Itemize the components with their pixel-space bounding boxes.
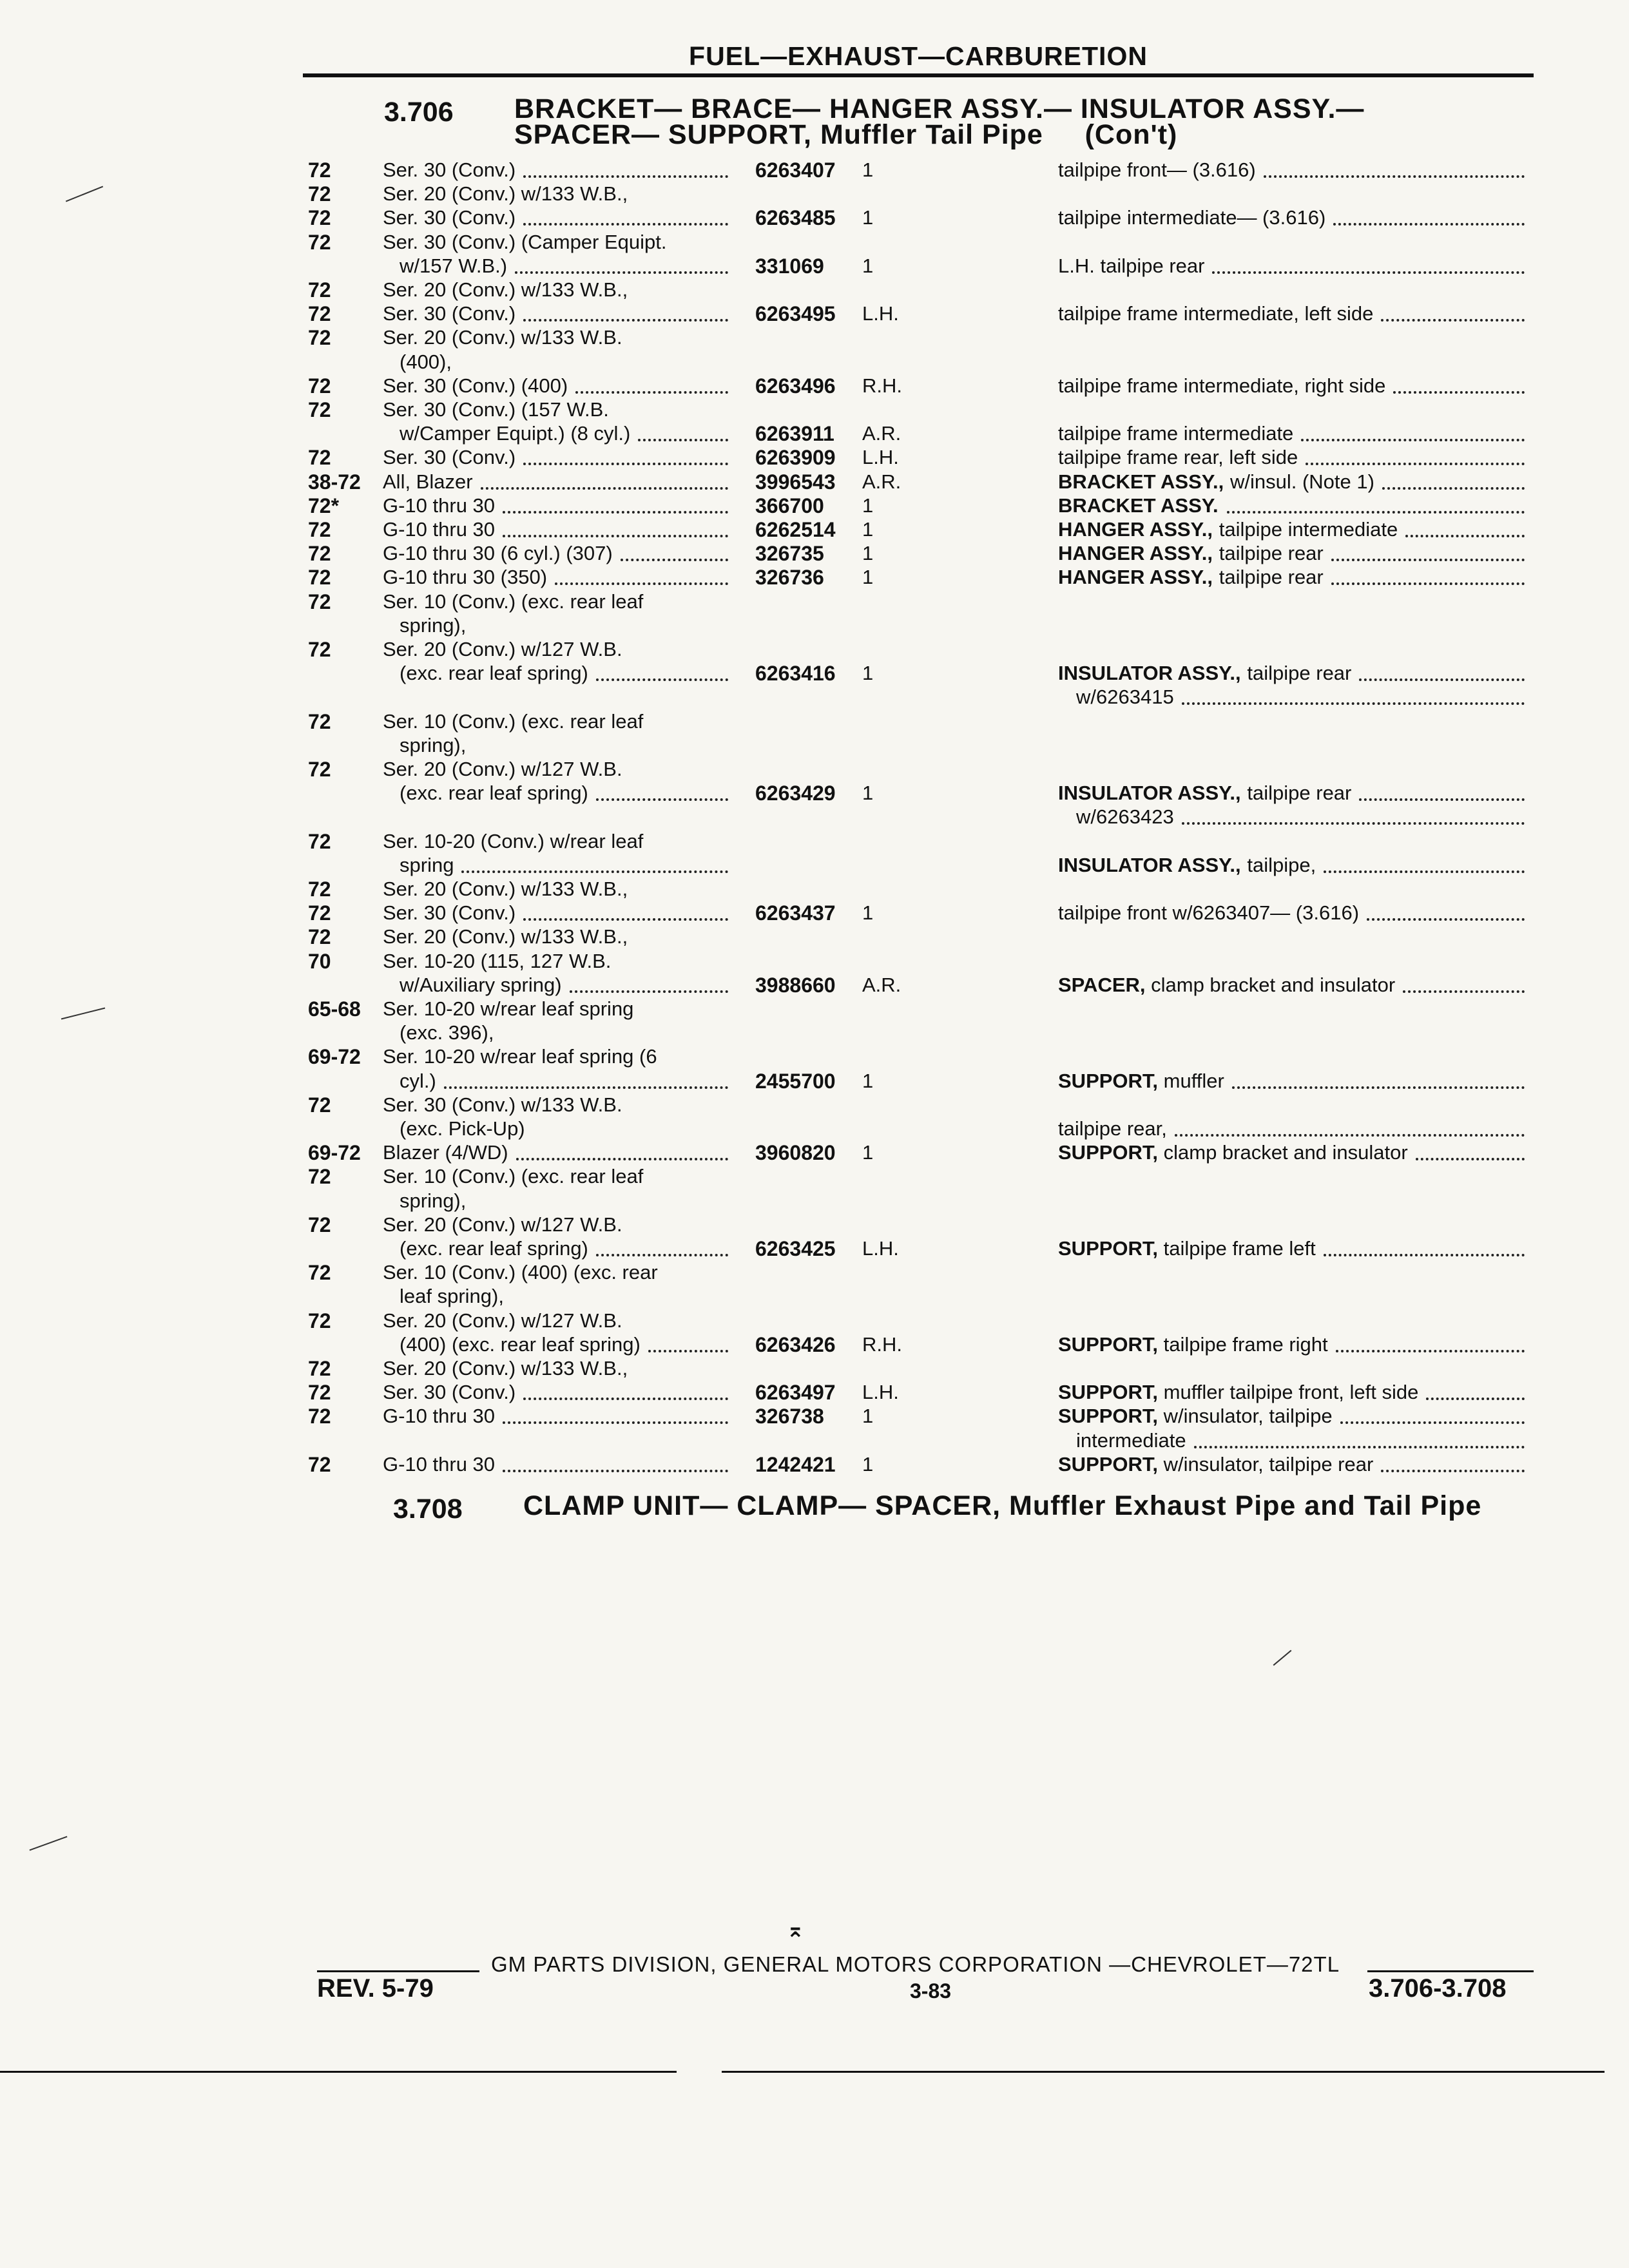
item-description: tailpipe frame rear, left side xyxy=(1058,446,1298,468)
item-description: w/insul. (Note 1) xyxy=(1224,470,1374,493)
dot-leader xyxy=(1227,511,1525,514)
item-name: HANGER ASSY., xyxy=(1058,518,1213,541)
application-text: Ser. 20 (Conv.) w/133 W.B. xyxy=(383,326,622,349)
application-text: Ser. 30 (Conv.) xyxy=(383,159,516,181)
part-number: 3960820 xyxy=(755,1141,836,1164)
item-name: SUPPORT, xyxy=(1058,1381,1159,1403)
model-year: 72 xyxy=(308,159,331,182)
dot-leader xyxy=(461,870,728,873)
item-description: w/insulator, tailpipe xyxy=(1158,1405,1333,1427)
dot-leader xyxy=(1264,175,1525,178)
application-text: (exc. 396), xyxy=(400,1021,494,1044)
dot-leader xyxy=(1175,1134,1525,1137)
dot-leader xyxy=(1416,1158,1525,1160)
application-text: G-10 thru 30 (6 cyl.) (307) xyxy=(383,542,613,564)
application-text: Ser. 10-20 w/rear leaf spring (6 xyxy=(383,1045,657,1068)
footer-rule-left xyxy=(317,1970,479,1972)
model-year: 72 xyxy=(308,1357,331,1380)
part-number: 3996543 xyxy=(755,470,836,494)
application-text: Blazer (4/WD) xyxy=(383,1141,508,1164)
part-number: 1242421 xyxy=(755,1453,836,1476)
item-description: tailpipe rear xyxy=(1241,782,1352,804)
item-name: SPACER, xyxy=(1058,974,1146,996)
item-description: tailpipe rear, xyxy=(1058,1117,1167,1140)
bottom-scan-rule-right xyxy=(722,2071,1605,2073)
item-name: BRACKET ASSY. xyxy=(1058,494,1219,517)
item-description: tailpipe front— (3.616) xyxy=(1058,159,1256,181)
application-text: (exc. rear leaf spring) xyxy=(400,1237,588,1260)
dot-leader xyxy=(481,487,728,490)
model-year: 72 xyxy=(308,758,331,781)
application-text: spring xyxy=(400,854,454,876)
model-year: 72 xyxy=(308,1405,331,1428)
model-year: 72 xyxy=(308,231,331,254)
application-text: (exc. rear leaf spring) xyxy=(400,662,588,684)
dot-leader xyxy=(570,990,728,993)
part-number: 6263485 xyxy=(755,206,836,229)
dot-leader xyxy=(1359,798,1525,801)
quantity: 1 xyxy=(862,1405,874,1427)
model-year: 72 xyxy=(308,638,331,661)
quantity: A.R. xyxy=(862,470,901,493)
dot-leader xyxy=(596,798,728,801)
dot-leader xyxy=(1333,223,1525,226)
model-year: 72 xyxy=(308,901,331,925)
item-description: tailpipe rear xyxy=(1213,542,1324,564)
part-number: 6263425 xyxy=(755,1237,836,1260)
scan-mark xyxy=(30,1836,68,1850)
item-name: SUPPORT, xyxy=(1058,1453,1159,1475)
model-year: 72 xyxy=(308,1453,331,1476)
model-year: 72 xyxy=(308,446,331,469)
model-year: 72 xyxy=(308,278,331,302)
dot-leader xyxy=(1324,1254,1525,1256)
part-number: 6263416 xyxy=(755,662,836,685)
quantity: L.H. xyxy=(862,446,899,468)
dot-leader xyxy=(1331,559,1525,561)
dot-leader xyxy=(596,678,728,681)
dot-leader xyxy=(1367,918,1525,921)
quantity: 1 xyxy=(862,901,874,924)
application-text: w/Camper Equipt.) (8 cyl.) xyxy=(400,422,631,445)
bottom-scan-rule-left xyxy=(0,2071,677,2073)
dot-leader xyxy=(1182,702,1525,705)
model-year: 72 xyxy=(308,374,331,398)
model-year: 69-72 xyxy=(308,1141,361,1164)
page-header-title: FUEL—EXHAUST—CARBURETION xyxy=(689,41,1148,71)
quantity: 1 xyxy=(862,542,874,564)
item-description: tailpipe rear xyxy=(1213,566,1324,588)
scan-mark xyxy=(1273,1650,1292,1666)
model-year: 72 xyxy=(308,710,331,733)
item-description: tailpipe front w/6263407— (3.616) xyxy=(1058,901,1360,924)
part-number: 6263495 xyxy=(755,302,836,325)
application-text: Ser. 20 (Conv.) w/133 W.B., xyxy=(383,182,628,205)
item-description: w/insulator, tailpipe rear xyxy=(1158,1453,1374,1475)
item-name: SUPPORT, xyxy=(1058,1141,1159,1164)
quantity: 1 xyxy=(862,566,874,588)
quantity: R.H. xyxy=(862,374,902,397)
dot-leader xyxy=(523,463,728,465)
quantity: L.H. xyxy=(862,1381,899,1403)
model-year: 72 xyxy=(308,398,331,421)
application-text: Ser. 20 (Conv.) w/133 W.B., xyxy=(383,1357,628,1379)
item-description: clamp bracket and insulator xyxy=(1145,974,1396,996)
dot-leader xyxy=(1194,1446,1525,1448)
scan-glyph-mark: ⌅ xyxy=(786,1917,805,1942)
model-year: 72* xyxy=(308,494,340,517)
model-year: 72 xyxy=(308,566,331,589)
application-text: (400) (exc. rear leaf spring) xyxy=(400,1333,641,1356)
application-text: Ser. 30 (Conv.) xyxy=(383,901,516,924)
item-name: INSULATOR ASSY., xyxy=(1058,662,1241,684)
application-text: Ser. 20 (Conv.) w/127 W.B. xyxy=(383,638,622,660)
dot-leader xyxy=(523,223,728,226)
item-description: intermediate xyxy=(1076,1429,1186,1452)
application-text: leaf spring), xyxy=(400,1285,504,1307)
dot-leader xyxy=(621,559,728,561)
application-text: Ser. 20 (Conv.) w/127 W.B. xyxy=(383,758,622,780)
dot-leader xyxy=(1212,271,1525,274)
footer-page-number: 3-83 xyxy=(910,1979,952,2003)
application-text: Ser. 10 (Conv.) (exc. rear leaf xyxy=(383,1165,644,1187)
part-number: 3988660 xyxy=(755,974,836,997)
application-text: spring), xyxy=(400,734,467,756)
item-description: clamp bracket and insulator xyxy=(1158,1141,1408,1164)
application-text: Ser. 10-20 w/rear leaf spring xyxy=(383,997,634,1020)
item-description: w/6263423 xyxy=(1076,805,1174,828)
dot-leader xyxy=(1426,1398,1525,1400)
item-name: SUPPORT, xyxy=(1058,1333,1159,1356)
model-year: 72 xyxy=(308,1381,331,1404)
application-text: Ser. 20 (Conv.) w/133 W.B., xyxy=(383,278,628,301)
part-number: 6263496 xyxy=(755,374,836,398)
part-number: 6263426 xyxy=(755,1333,836,1356)
application-text: G-10 thru 30 xyxy=(383,1405,496,1427)
item-name: SUPPORT, xyxy=(1058,1405,1159,1427)
quantity: A.R. xyxy=(862,422,901,445)
footer-revision: REV. 5-79 xyxy=(317,1974,434,2003)
dot-leader xyxy=(1336,1350,1525,1352)
application-text: All, Blazer xyxy=(383,470,473,493)
application-text: Ser. 10-20 (115, 127 W.B. xyxy=(383,950,612,972)
dot-leader xyxy=(1405,535,1525,537)
dot-leader xyxy=(1393,391,1525,394)
dot-leader xyxy=(1403,990,1525,993)
application-text: (400), xyxy=(400,351,452,373)
dot-leader xyxy=(555,582,728,585)
item-name: HANGER ASSY., xyxy=(1058,566,1213,588)
model-year: 72 xyxy=(308,590,331,613)
dot-leader xyxy=(503,1421,728,1424)
part-number: 326738 xyxy=(755,1405,824,1428)
quantity: L.H. xyxy=(862,1237,899,1260)
quantity: 1 xyxy=(862,782,874,804)
quantity: 1 xyxy=(862,206,874,229)
section-number-708: 3.708 xyxy=(393,1494,463,1524)
application-text: G-10 thru 30 (350) xyxy=(383,566,548,588)
application-text: Ser. 30 (Conv.) xyxy=(383,1381,516,1403)
model-year: 72 xyxy=(308,206,331,229)
dot-leader xyxy=(523,175,728,178)
quantity: 1 xyxy=(862,1453,874,1475)
application-text: spring), xyxy=(400,614,467,637)
quantity: 1 xyxy=(862,518,874,541)
dot-leader xyxy=(648,1350,728,1352)
item-description: tailpipe frame right xyxy=(1158,1333,1328,1356)
section-number-706: 3.706 xyxy=(384,97,454,128)
application-text: Ser. 10-20 (Conv.) w/rear leaf xyxy=(383,830,644,852)
dot-leader xyxy=(1359,678,1525,681)
section-title-706-line1: BRACKET— BRACE— HANGER ASSY.— INSULATOR ASSY.— xyxy=(514,93,1365,124)
dot-leader xyxy=(503,1470,728,1472)
application-text: Ser. 20 (Conv.) w/133 W.B., xyxy=(383,878,628,900)
model-year: 72 xyxy=(308,1261,331,1284)
model-year: 72 xyxy=(308,518,331,541)
dot-leader xyxy=(638,439,728,441)
part-number: 2455700 xyxy=(755,1070,836,1093)
dot-leader xyxy=(596,1254,728,1256)
application-text: (exc. Pick-Up) xyxy=(400,1117,525,1140)
item-description: L.H. tailpipe rear xyxy=(1058,255,1205,277)
section-title-708: CLAMP UNIT— CLAMP— SPACER, Muffler Exhaust Pipe and Tail Pipe xyxy=(523,1490,1482,1521)
application-text: Ser. 10 (Conv.) (400) (exc. rear xyxy=(383,1261,658,1283)
dot-leader xyxy=(1301,439,1525,441)
application-text: Ser. 30 (Conv.) (157 W.B. xyxy=(383,398,609,421)
model-year: 72 xyxy=(308,326,331,349)
dot-leader xyxy=(523,319,728,322)
model-year: 72 xyxy=(308,182,331,206)
item-description: tailpipe intermediate xyxy=(1213,518,1398,541)
part-number: 6263497 xyxy=(755,1381,836,1404)
quantity: 1 xyxy=(862,1070,874,1092)
application-text: G-10 thru 30 xyxy=(383,518,496,541)
part-number: 6262514 xyxy=(755,518,836,541)
part-number: 326736 xyxy=(755,566,824,589)
footer-rule-right xyxy=(1367,1970,1534,1972)
model-year: 72 xyxy=(308,878,331,901)
application-text: (exc. rear leaf spring) xyxy=(400,782,588,804)
dot-leader xyxy=(1381,319,1525,322)
application-text: G-10 thru 30 xyxy=(383,494,496,517)
application-text: Ser. 20 (Conv.) w/127 W.B. xyxy=(383,1309,622,1332)
application-text: w/157 W.B.) xyxy=(400,255,508,277)
dot-leader xyxy=(1182,822,1525,825)
item-description: muffler xyxy=(1158,1070,1224,1092)
item-description: tailpipe frame intermediate xyxy=(1058,422,1294,445)
application-text: Ser. 10 (Conv.) (exc. rear leaf xyxy=(383,710,644,733)
item-name: HANGER ASSY., xyxy=(1058,542,1213,564)
application-text: Ser. 30 (Conv.) (Camper Equipt. xyxy=(383,231,667,253)
model-year: 38-72 xyxy=(308,470,361,494)
item-description: tailpipe intermediate— (3.616) xyxy=(1058,206,1326,229)
part-number: 6263429 xyxy=(755,782,836,805)
model-year: 72 xyxy=(308,1213,331,1236)
dot-leader xyxy=(516,1158,728,1160)
dot-leader xyxy=(503,511,728,514)
model-year: 72 xyxy=(308,542,331,565)
item-name: BRACKET ASSY., xyxy=(1058,470,1224,493)
quantity: R.H. xyxy=(862,1333,902,1356)
model-year: 72 xyxy=(308,1165,331,1188)
application-text: Ser. 30 (Conv.) (400) xyxy=(383,374,568,397)
quantity: 1 xyxy=(862,494,874,517)
dot-leader xyxy=(1324,870,1525,873)
application-text: Ser. 30 (Conv.) xyxy=(383,302,516,325)
item-description: tailpipe rear xyxy=(1241,662,1352,684)
application-text: cyl.) xyxy=(400,1070,436,1092)
dot-leader xyxy=(1306,463,1525,465)
quantity: 1 xyxy=(862,159,874,181)
quantity: 1 xyxy=(862,1141,874,1164)
application-text: spring), xyxy=(400,1189,467,1212)
item-description: muffler tailpipe front, left side xyxy=(1158,1381,1419,1403)
model-year: 72 xyxy=(308,925,331,948)
item-description: tailpipe, xyxy=(1241,854,1316,876)
dot-leader xyxy=(515,271,728,274)
model-year: 72 xyxy=(308,830,331,853)
quantity: 1 xyxy=(862,662,874,684)
part-number: 326735 xyxy=(755,542,824,565)
application-text: G-10 thru 30 xyxy=(383,1453,496,1475)
part-number: 6263437 xyxy=(755,901,836,925)
application-text: Ser. 10 (Conv.) (exc. rear leaf xyxy=(383,590,644,613)
item-description: tailpipe frame left xyxy=(1158,1237,1316,1260)
item-name: SUPPORT, xyxy=(1058,1070,1159,1092)
section-title-706-line2: SPACER— SUPPORT, Muffler Tail Pipe (Con't) xyxy=(514,119,1178,150)
application-text: Ser. 20 (Conv.) w/127 W.B. xyxy=(383,1213,622,1236)
application-text: w/Auxiliary spring) xyxy=(400,974,562,996)
item-description: tailpipe frame intermediate, left side xyxy=(1058,302,1374,325)
part-number: 331069 xyxy=(755,255,824,278)
quantity: L.H. xyxy=(862,302,899,325)
model-year: 72 xyxy=(308,1309,331,1332)
dot-leader xyxy=(523,1398,728,1400)
item-description: tailpipe frame intermediate, right side xyxy=(1058,374,1386,397)
quantity: A.R. xyxy=(862,974,901,996)
model-year: 72 xyxy=(308,1093,331,1117)
application-text: Ser. 20 (Conv.) w/133 W.B., xyxy=(383,925,628,948)
quantity: 1 xyxy=(862,255,874,277)
dot-leader xyxy=(503,535,728,537)
dot-leader xyxy=(575,391,728,394)
model-year: 70 xyxy=(308,950,331,973)
dot-leader xyxy=(523,918,728,921)
dot-leader xyxy=(1232,1086,1525,1089)
dot-leader xyxy=(1331,582,1525,585)
item-name: SUPPORT, xyxy=(1058,1237,1159,1260)
item-name: INSULATOR ASSY., xyxy=(1058,854,1241,876)
application-text: Ser. 30 (Conv.) w/133 W.B. xyxy=(383,1093,622,1116)
application-text: Ser. 30 (Conv.) xyxy=(383,206,516,229)
application-text: Ser. 30 (Conv.) xyxy=(383,446,516,468)
part-number: 6263911 xyxy=(755,422,834,445)
item-name: INSULATOR ASSY., xyxy=(1058,782,1241,804)
footer-publisher: GM PARTS DIVISION, GENERAL MOTORS CORPORATION —CHEVROLET—72TL xyxy=(491,1952,1340,1976)
dot-leader xyxy=(1382,487,1525,490)
dot-leader xyxy=(1381,1470,1525,1472)
model-year: 65-68 xyxy=(308,997,361,1021)
model-year: 69-72 xyxy=(308,1045,361,1068)
dot-leader xyxy=(1340,1421,1525,1424)
part-number: 6263909 xyxy=(755,446,836,469)
footer-section-range: 3.706-3.708 xyxy=(1369,1974,1507,2003)
model-year: 72 xyxy=(308,302,331,325)
item-description: w/6263415 xyxy=(1076,686,1174,708)
dot-leader xyxy=(444,1086,728,1089)
part-number: 6263407 xyxy=(755,159,836,182)
part-number: 366700 xyxy=(755,494,824,517)
